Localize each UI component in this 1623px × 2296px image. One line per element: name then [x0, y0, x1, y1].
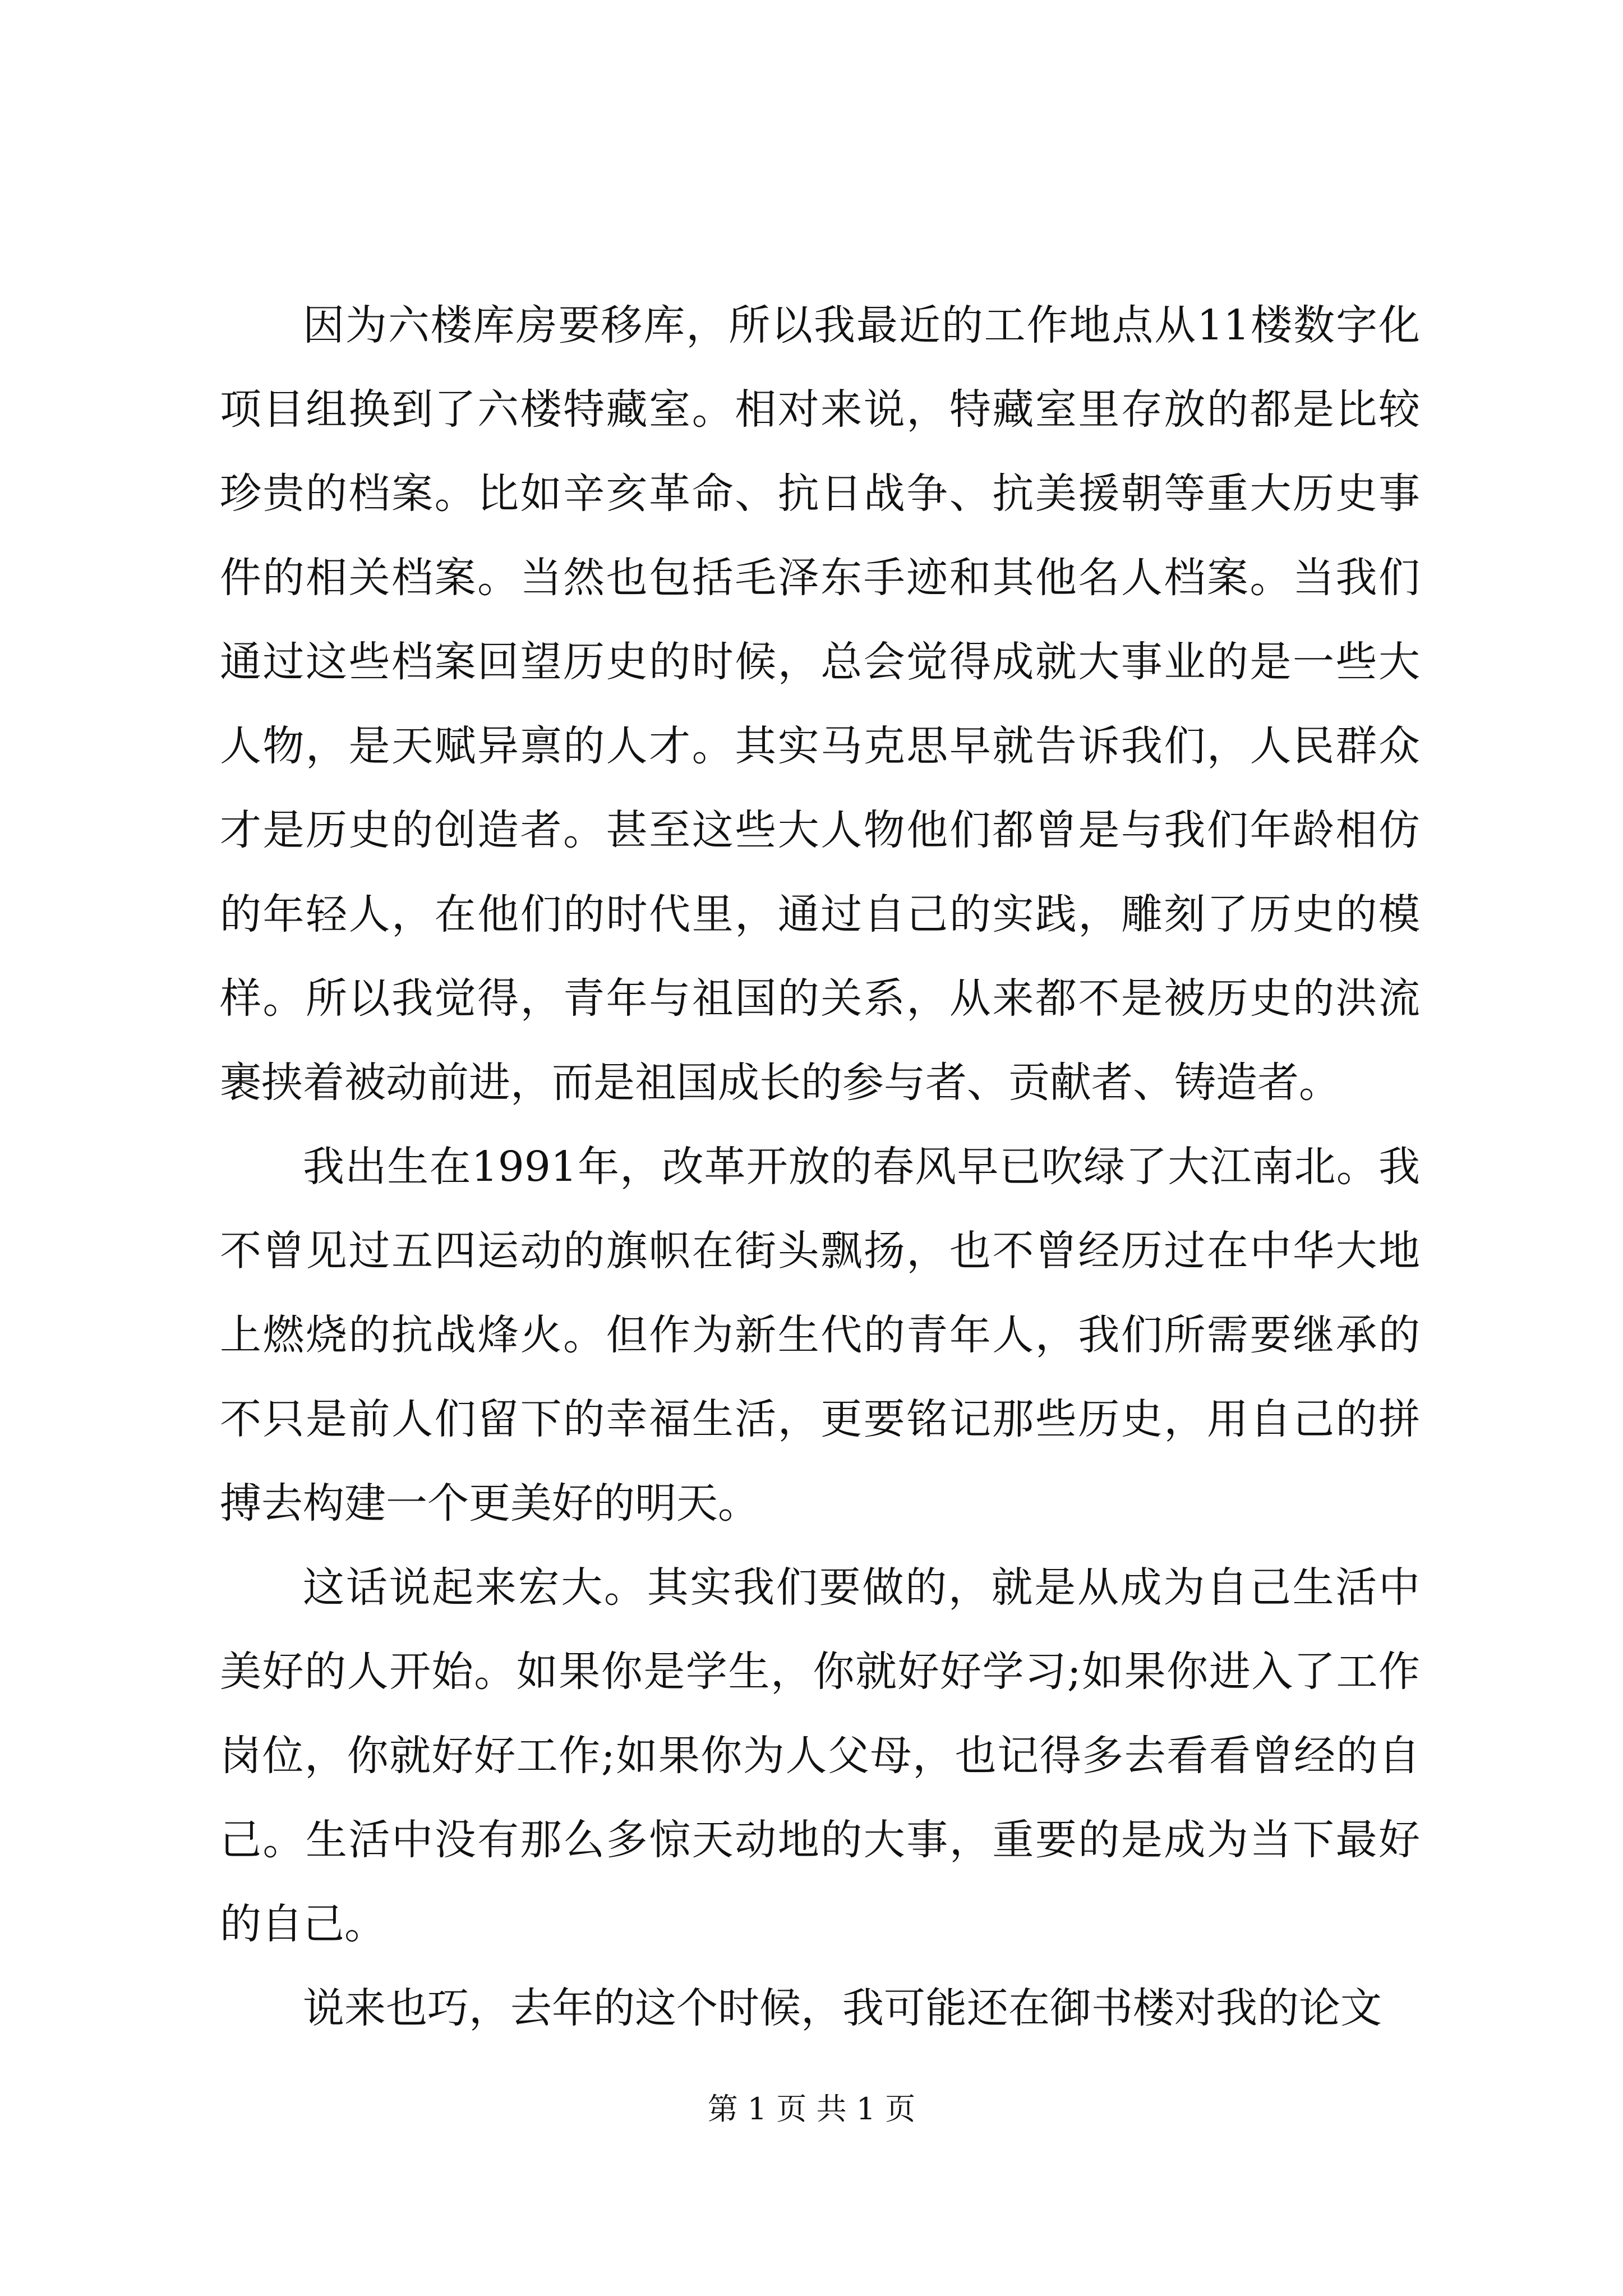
paragraph: 说来也巧，去年的这个时候，我可能还在御书楼对我的论文: [303, 1984, 1382, 2032]
body-text: [220, 283, 1420, 2050]
paragraph: 这话说起来宏大。其实我们要做的，就是从成为自己生活中美好的人开始。如果你是学生，你就好好学习;如果你进入了工作岗位，你就好好工作;如果你为人父母，也记得多去看看曾经的自己。生活中没有那么多惊天动地的大事，重要的是成为当下最好的自己。: [220, 1563, 1420, 1948]
paragraph: 我出生在1991年，改革开放的春风早已吹绿了大江南北。我不曾见过五四运动的旗帜在街头飘扬，也不曾经历过在中华大地上燃烧的抗战烽火。但作为新生代的青年人，我们所需要继承的不只是前人们留下的幸福生活，更要铭记那些历史，用自己的拼搏去构建一个更美好的明天。: [220, 1143, 1420, 1527]
page-footer: 第 1 页 共 1 页: [707, 2091, 916, 2127]
paragraph: 因为六楼库房要移库，所以我最近的工作地点从11楼数字化项目组换到了六楼特藏室。相对来说，特藏室里存放的都是比较珍贵的档案。比如辛亥革命、抗日战争、抗美援朝等重大历史事件的相关档案。当然也包括毛泽东手迹和其他名人档案。当我们通过这些档案回望历史的时候，总会觉得成就大事业的是一些大人物，是天赋异禀的人才。其实马克思早就告诉我们，人民群众才是历史的创造者。甚至这些大人物他们都曾是与我们年龄相仿的年轻人，在他们的时代里，通过自己的实践，雕刻了历史的模样。所以我觉得，青年与祖国的关系，从来都不是被历史的洪流裹挟着被动前进，而是祖国成长的参与者、贡献者、铸造者。: [220, 301, 1420, 1107]
